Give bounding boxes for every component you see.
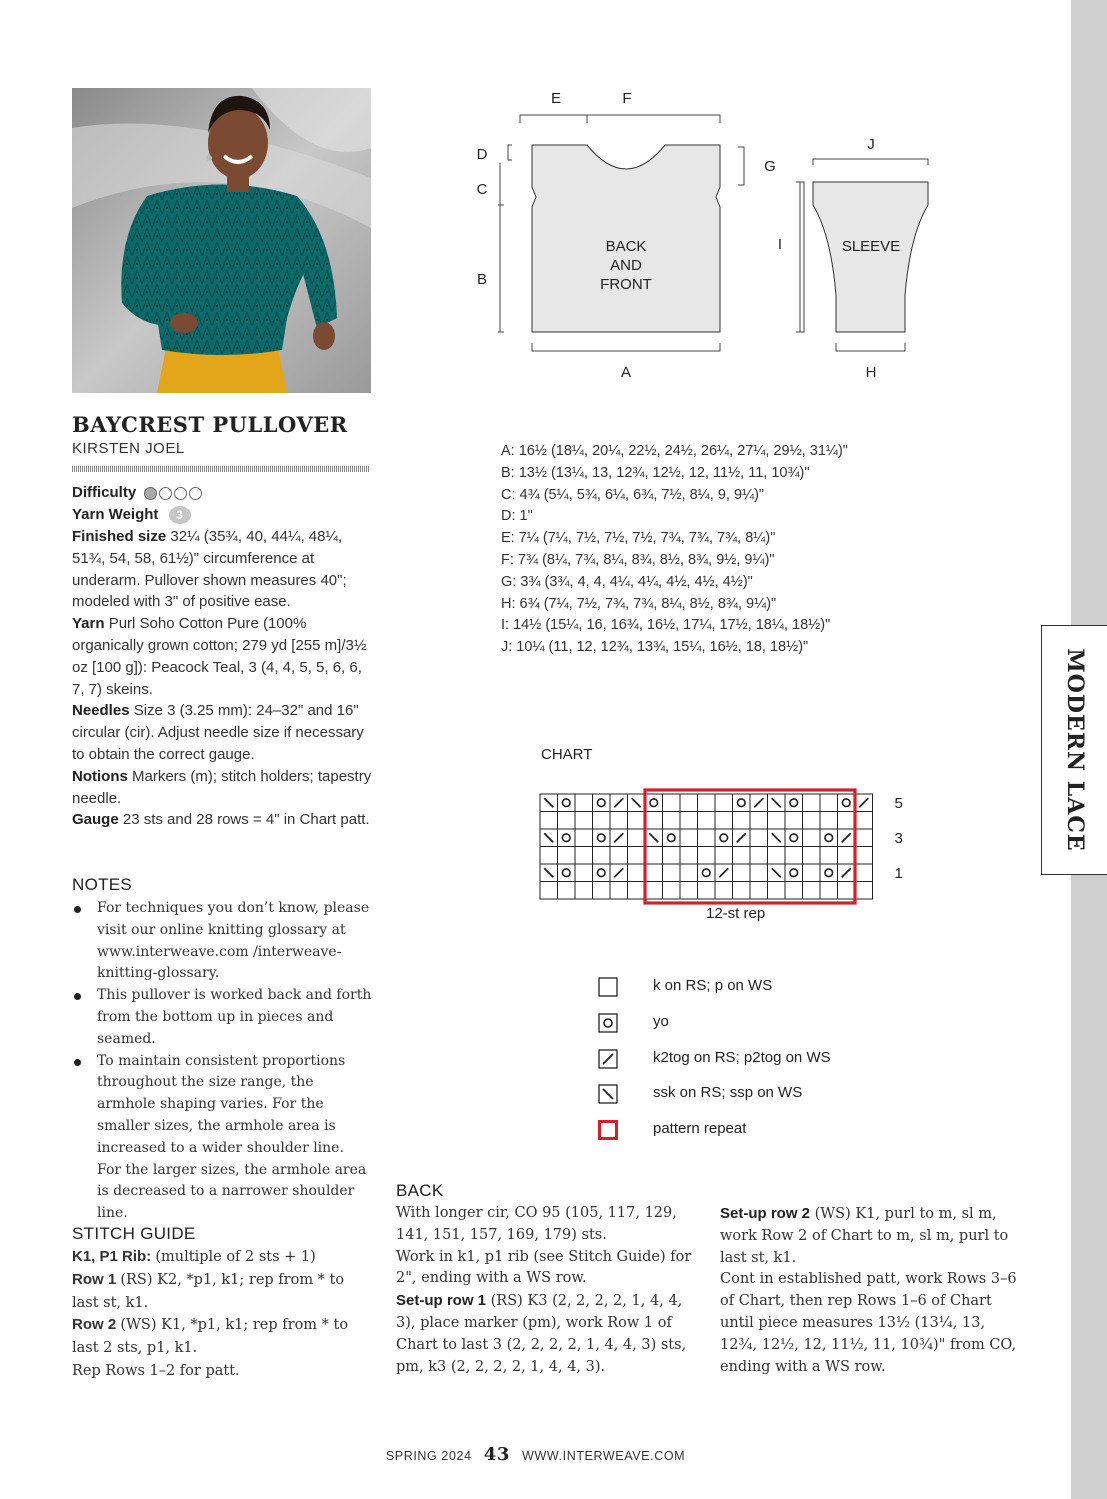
footer-site: WWW.INTERWEAVE.COM (522, 1449, 686, 1463)
chart-cell (733, 864, 751, 882)
dim-label-a: A (620, 364, 632, 381)
chart-row-number: 3 (894, 829, 903, 847)
dim-label-d: D (476, 146, 488, 163)
chart-cell (558, 882, 576, 900)
chart-cell (733, 882, 751, 900)
chart-cell (628, 864, 646, 882)
chart-cell (698, 829, 716, 847)
chart-cell (610, 812, 628, 830)
row1-label: Row 1 (72, 1270, 117, 1288)
difficulty-label: Difficulty (72, 484, 137, 501)
difficulty-dot-empty (174, 487, 187, 500)
key-label: k2tog on RS; p2tog on WS (653, 1049, 831, 1066)
chart-cell (715, 794, 733, 812)
setup-row1-text: (RS) K3 (2, 2, 2, 2, 1, 4, 4, 3), place marker (pm), work Row 1 of Chart to last 3 (2, 2, 2, 2, 1, 4, 4, 3) sts, pm, k3 (2, 2, 2, 2, 1, 4, 4, 3). (396, 1293, 687, 1375)
ssk-symbol-icon (597, 1083, 619, 1105)
chart-cell (575, 829, 593, 847)
section-tab-label: MODERN LACE (1061, 648, 1088, 852)
key-label: yo (653, 1013, 669, 1030)
chart-cell (663, 794, 681, 812)
key-label: k on RS; p on WS (653, 977, 773, 994)
key-label: ssk on RS; ssp on WS (653, 1084, 803, 1101)
yarn-label: Yarn (72, 615, 105, 633)
sleeve-outline (813, 182, 928, 332)
yarn-weight-icon: 3 (169, 506, 191, 524)
chart-cell (785, 882, 803, 900)
chart-cell (680, 882, 698, 900)
chart-cell (820, 864, 838, 882)
rep-text: Rep Rows 1–2 for patt. (72, 1362, 240, 1379)
chart-cell (663, 847, 681, 865)
measurements-list (501, 441, 848, 659)
rib-text: (multiple of 2 sts + 1) (155, 1249, 316, 1265)
measurement-line: A: 16½ (18¼, 20¼, 22½, 24½, 26¼, 27¼, 29½, 31¼)" (501, 443, 848, 459)
k2tog-symbol-icon (597, 1048, 619, 1070)
chart-cell (838, 882, 856, 900)
chart-cell (663, 829, 681, 847)
chart-cell (855, 812, 873, 830)
finished-size-label: Finished size (72, 528, 167, 545)
chart-cell (803, 794, 821, 812)
chart-cell (768, 847, 786, 865)
chart-cell (593, 812, 611, 830)
chart-cell (680, 812, 698, 830)
back-para: Work in k1, p1 rib (see Stitch Guide) for 2", ending with a WS row. (396, 1248, 692, 1287)
rib-label: K1, P1 Rib: (72, 1248, 152, 1265)
chart-cell (715, 882, 733, 900)
measurement-line: E: 7¼ (7¼, 7½, 7½, 7½, 7¾, 7¾, 7¾, 8¼)" (501, 530, 776, 547)
chart-cell (628, 882, 646, 900)
chart-cell (820, 812, 838, 830)
dim-label-e: E (550, 90, 562, 107)
title-rule (72, 466, 370, 472)
key-row-k2tog (597, 1048, 831, 1070)
chart-cell (803, 829, 821, 847)
row2-text: (WS) K1, *p1, k1; rep from * to last 2 sts, p1, k1. (72, 1317, 349, 1357)
chart-cell (680, 794, 698, 812)
chart-cell (838, 812, 856, 830)
chart-cell (838, 794, 856, 812)
spec-paragraph (72, 526, 372, 831)
sleeve-label: SLEEVE (841, 238, 901, 255)
chart-cell (593, 847, 611, 865)
back-heading: BACK (396, 1181, 444, 1200)
chart-cell (750, 812, 768, 830)
knit-symbol-icon (597, 976, 619, 998)
designer-name: KIRSTEN JOEL (72, 440, 185, 457)
chart-cell (698, 882, 716, 900)
measurement-line: C: 4¾ (5¼, 5¾, 6¼, 6¾, 7½, 8¼, 9, 9¼)" (501, 486, 765, 503)
chart-cell (575, 847, 593, 865)
chart-cell (540, 812, 558, 830)
dim-label-g: G (764, 158, 776, 175)
notes-list (72, 898, 372, 1225)
model-photo-illustration (72, 88, 371, 393)
dim-label-j: J (867, 136, 875, 153)
body-label: AND (610, 257, 642, 274)
chart-cell (855, 882, 873, 900)
key-row-yo (597, 1012, 669, 1034)
dim-label-f: F (622, 90, 632, 107)
chart-cell (610, 882, 628, 900)
dim-label-i: I (777, 236, 783, 253)
chart-cell (645, 812, 663, 830)
chart-cell (575, 882, 593, 900)
chart-cell (593, 794, 611, 812)
chart-cell (750, 864, 768, 882)
chart-cell (558, 829, 576, 847)
key-row-ssk (597, 1083, 803, 1105)
chart-cell (663, 812, 681, 830)
setup-row2-label: Set-up row 2 (720, 1205, 811, 1222)
chart-cell (558, 794, 576, 812)
notes-heading: NOTES (72, 875, 133, 894)
chart-cell (645, 882, 663, 900)
chart-cell (750, 847, 768, 865)
back-column-1 (396, 1203, 696, 1378)
gauge-text: 23 sts and 28 rows = 4" in Chart patt. (122, 811, 370, 829)
measurement-line: G: 3¾ (3¾, 4, 4, 4¼, 4¼, 4½, 4½, 4½)" (501, 573, 753, 590)
chart-cell (698, 864, 716, 882)
note-item: To maintain consistent proportions throughout the size range, the armhole shaping varies. For the smaller sizes, the armhole area is increased to a wider shoulder line. For the larger sizes, the armhole area is decreased to a narrower shoulder line. (72, 1051, 372, 1225)
measurement-line: I: 14½ (15¼, 16, 16¾, 16½, 17¼, 17½, 18¼, 18½)" (501, 617, 831, 634)
chart-cell (750, 882, 768, 900)
chart-cell (803, 864, 821, 882)
key-label: pattern repeat (653, 1120, 747, 1137)
chart-row-number: 1 (894, 864, 903, 882)
yarn-weight-label: Yarn Weight (72, 506, 159, 523)
difficulty-row (72, 482, 372, 504)
yarn-text: Purl Soho Cotton Pure (100% organically grown cotton; 279 yd [255 m]/3½ oz [100 g]): Peacock Teal, 3 (4, 4, 5, 5, 6, 6, 7, 7) skeins. (72, 615, 367, 698)
chart-cell (715, 812, 733, 830)
chart-cell (610, 847, 628, 865)
chart-cell (715, 847, 733, 865)
notions-text: Markers (m); stitch holders; tapestry needle. (72, 767, 372, 807)
chart-cell (820, 794, 838, 812)
measurement-line: H: 6¾ (7¼, 7½, 7¾, 7¾, 8¼, 8½, 8¾, 9¼)" (501, 595, 777, 612)
section-tab (1041, 625, 1107, 875)
chart-cell (593, 864, 611, 882)
chart-cell (680, 829, 698, 847)
yo-symbol-icon (597, 1012, 619, 1034)
dim-label-b: B (476, 271, 488, 288)
stitch-guide-heading: STITCH GUIDE (72, 1224, 196, 1243)
pattern-repeat-icon (597, 1119, 619, 1141)
chart-cell (558, 812, 576, 830)
pattern-title: BAYCREST PULLOVER (72, 412, 348, 437)
chart-row-number: 5 (894, 794, 903, 812)
measurement-line: B: 13½ (13¼, 13, 12¾, 12½, 12, 11½, 11, 10¾)" (501, 464, 810, 481)
footer-issue: SPRING 2024 (385, 1449, 472, 1463)
chart-cell (540, 882, 558, 900)
needles-label: Needles (72, 702, 130, 720)
dim-label-h: H (865, 364, 877, 381)
stitch-guide-body (72, 1246, 372, 1383)
chart-cell (628, 829, 646, 847)
body-label: FRONT (600, 276, 652, 293)
setup-row2-text: (WS) K1, purl to m, sl m, work Row 2 of Chart to m, sl m, purl to last st, k1. (720, 1206, 1009, 1266)
chart-cell (785, 794, 803, 812)
chart-cell (785, 847, 803, 865)
needles-text: Size 3 (3.25 mm): 24–32" and 16" circular (cir). Adjust needle size if necessary to obtain the correct gauge. (72, 702, 364, 763)
chart-cell (820, 882, 838, 900)
page-number: 43 (483, 1444, 510, 1465)
knitting-chart (530, 770, 903, 890)
schematic-diagram (470, 85, 930, 385)
chart-cell (715, 829, 733, 847)
chart-cell (593, 829, 611, 847)
chart-cell (645, 864, 663, 882)
measurement-line: F: 7¾ (8¼, 7¾, 8¼, 8¾, 8½, 8¾, 9½, 9¼)" (501, 551, 775, 568)
chart-cell (645, 847, 663, 865)
chart-cell (663, 882, 681, 900)
yarn-weight-row (72, 504, 372, 526)
difficulty-dot-empty (189, 487, 202, 500)
chart-cell (575, 864, 593, 882)
row1-text: (RS) K2, *p1, k1; rep from * to last st, k1. (72, 1271, 345, 1311)
chart-cell (575, 812, 593, 830)
chart-cell (785, 829, 803, 847)
chart-cell (733, 794, 751, 812)
row2-label: Row 2 (72, 1316, 117, 1334)
chart-cell (785, 864, 803, 882)
back-para: Cont in established patt, work Rows 3–6 of Chart, then rep Rows 1–6 of Chart until piece measures 13½ (13¼, 13, 12¾, 12½, 12, 11½, 11, 10¾)" from CO, ending with a WS row. (720, 1271, 1017, 1375)
chart-cell (768, 812, 786, 830)
chart-cell (698, 794, 716, 812)
setup-row1-label: Set-up row 1 (396, 1292, 487, 1310)
chart-cell (855, 829, 873, 847)
chart-cell (820, 829, 838, 847)
chart-cell (803, 812, 821, 830)
chart-cell (575, 794, 593, 812)
chart-cell (785, 812, 803, 830)
back-para: With longer cir, CO 95 (105, 117, 129, 141, 151, 157, 169, 179) sts. (396, 1205, 677, 1243)
chart-cell (593, 882, 611, 900)
chart-cell (558, 864, 576, 882)
key-row-knit (597, 976, 773, 998)
chart-cell (663, 864, 681, 882)
chart-cell (558, 847, 576, 865)
chart-title: CHART (541, 746, 593, 763)
chart-cell (803, 882, 821, 900)
chart-cell (680, 864, 698, 882)
model-photo (72, 88, 371, 393)
chart-cell (628, 847, 646, 865)
chart-cell (698, 812, 716, 830)
chart-cell (698, 847, 716, 865)
page-footer (0, 1444, 1071, 1465)
chart-cell (803, 847, 821, 865)
chart-repeat-label: 12-st rep (706, 905, 766, 922)
difficulty-dot-filled (144, 487, 157, 500)
measurement-line: J: 10¼ (11, 12, 12¾, 13¾, 15¼, 16½, 18, 18½)" (501, 639, 809, 656)
body-label: BACK (605, 238, 647, 255)
difficulty-rating (144, 482, 204, 504)
chart-cell (768, 882, 786, 900)
chart-cell (820, 847, 838, 865)
chart-cell (680, 847, 698, 865)
difficulty-dot-empty (159, 487, 172, 500)
key-row-repeat (597, 1119, 747, 1141)
chart-cell (540, 847, 558, 865)
measurement-line: D: 1" (501, 508, 533, 525)
chart-cell (838, 847, 856, 865)
chart-cell (628, 812, 646, 830)
note-item: For techniques you don’t know, please visit our online knitting glossary at www.interweave.com /interweave-knitting-glossary. (72, 898, 372, 985)
back-column-2 (720, 1203, 1020, 1378)
chart-cell (750, 829, 768, 847)
chart-cell (855, 864, 873, 882)
chart-cell (645, 794, 663, 812)
chart-cell (855, 847, 873, 865)
chart-cell (733, 812, 751, 830)
note-item: This pullover is worked back and forth from the bottom up in pieces and seamed. (72, 985, 372, 1050)
notions-label: Notions (72, 767, 128, 785)
finished-size-text: 32¼ (35¾, 40, 44¼, 48¼, 51¾, 54, 58, 61½)" circumference at underarm. Pullover shown measures 40"; modeled with 3" of positive ease. (72, 528, 347, 611)
gauge-label: Gauge (72, 811, 119, 829)
chart-cell (733, 847, 751, 865)
dim-label-c: C (476, 181, 488, 198)
